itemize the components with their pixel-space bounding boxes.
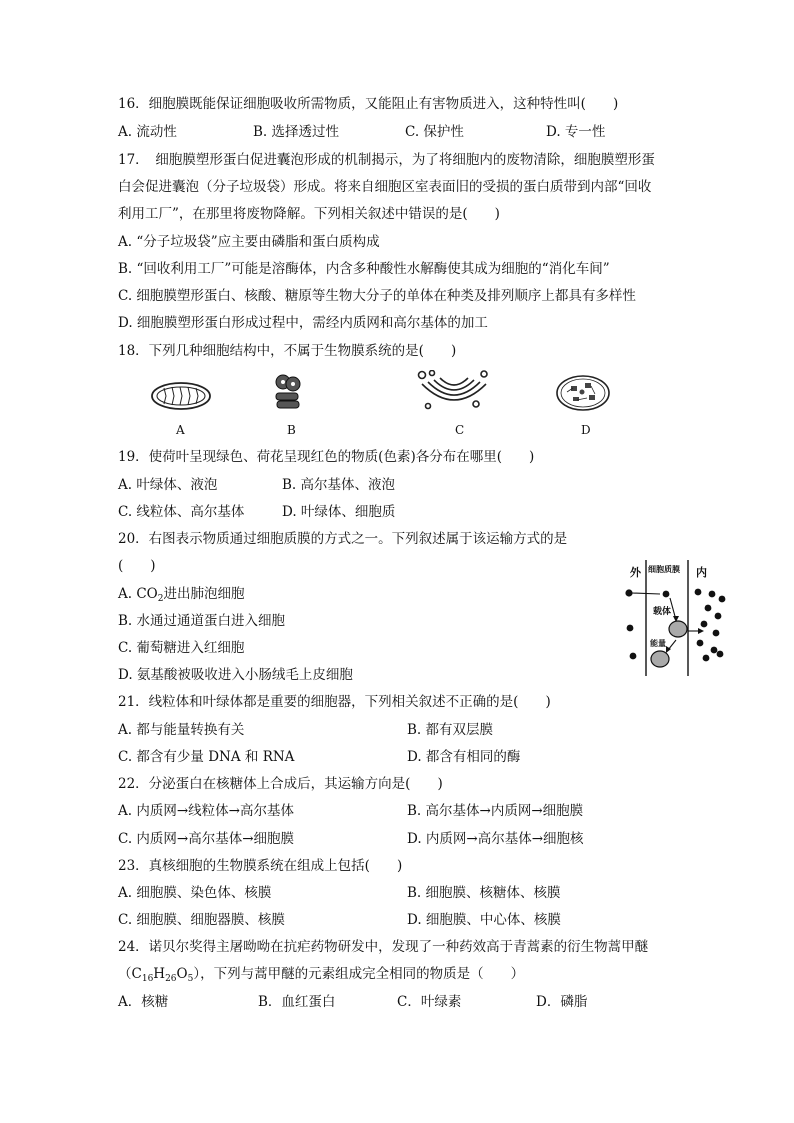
q20-option-c: C. 葡萄糖进入红细胞	[118, 640, 245, 656]
q19-option-c: C. 线粒体、高尔基体	[118, 504, 245, 520]
q24-option-b: B．血红蛋白	[258, 994, 336, 1010]
mitochondrion-figure	[150, 380, 212, 412]
q22-stem: 22．分泌蛋白在核糖体上合成后，其运输方向是( )	[118, 776, 443, 792]
q21-option-b: B. 都有双层膜	[407, 722, 494, 738]
q16-stem: 16．细胞膜既能保证细胞吸收所需物质，又能阻止有害物质进入，这种特性叫( )	[118, 96, 619, 112]
q17-option-a: A. “分子垃圾袋”应主要由磷脂和蛋白质构成	[118, 234, 380, 250]
q24-option-a: A．核糖	[118, 994, 169, 1010]
q24-stem-line2: $(C_{16}H_{26}O_5)$，下列与蒿甲醚的元素组成完全相同的物质是（ ）	[118, 966, 525, 984]
q20-stem-line1: 20．右图表示物质通过细胞质膜的方式之一。下列叙述属于该运输方式的是	[118, 531, 568, 547]
q21-option-a: A. 都与能量转换有关	[118, 722, 245, 738]
q22-option-b: B. 高尔基体→内质网→细胞膜	[407, 803, 584, 819]
q17-option-b: B. “回收利用工厂”可能是溶酶体，内含多种酸性水解酶使其成为细胞的“消化车间”	[118, 261, 610, 277]
q18-stem: 18．下列几种细胞结构中，不属于生物膜系统的是( )	[118, 343, 457, 359]
q17-stem-line3: 利用工厂”，在那里将废物降解。下列相关叙述中错误的是( )	[118, 206, 500, 222]
q20-option-d: D. 氨基酸被吸收进入小肠绒毛上皮细胞	[118, 667, 353, 683]
q20-option-a: A. $CO_2$进出肺泡细胞	[118, 586, 245, 604]
q20-stem-line2: ( )	[118, 558, 156, 574]
q24-option-c: C．叶绿素	[397, 994, 462, 1010]
q19-option-a: A. 叶绿体、液泡	[118, 477, 218, 493]
q18-label-b: B	[287, 423, 296, 437]
centriole-figure	[270, 373, 306, 413]
q23-option-b: B. 细胞膜、核糖体、核膜	[407, 885, 561, 901]
q19-option-b: B. 高尔基体、液泡	[282, 477, 396, 493]
figure-label-energy: 能量	[650, 638, 666, 648]
q16-option-b: B. 选择透过性	[253, 124, 340, 140]
figure-label-inside: 内	[696, 566, 707, 579]
q19-option-d: D. 叶绿体、细胞质	[282, 504, 396, 520]
q21-option-c: C. 都含有少量 DNA 和 RNA	[118, 749, 295, 765]
q17-stem-line1: 17． 细胞膜塑形蛋白促进囊泡形成的机制揭示，为了将细胞内的废物清除，细胞膜塑形蛋	[118, 152, 655, 168]
chloroplast-figure	[555, 374, 611, 412]
q24-option-d: D．磷脂	[536, 994, 588, 1010]
golgi-figure	[414, 370, 494, 416]
figure-label-membrane: 细胞质膜	[648, 564, 680, 574]
q23-option-c: C. 细胞膜、细胞器膜、核膜	[118, 912, 285, 928]
q22-option-d: D. 内质网→高尔基体→细胞核	[407, 831, 584, 847]
q23-stem: 23．真核细胞的生物膜系统在组成上包括( )	[118, 858, 403, 874]
q16-option-c: C. 保护性	[405, 124, 464, 140]
q16-option-a: A. 流动性	[118, 124, 177, 140]
q20-option-b: B. 水通过通道蛋白进入细胞	[118, 613, 286, 629]
q17-option-d: D. 细胞膜塑形蛋白形成过程中，需经内质网和高尔基体的加工	[118, 315, 488, 331]
transport-figure	[620, 558, 732, 678]
q19-stem: 19．使荷叶呈现绿色、荷花呈现红色的物质(色素)各分布在哪里( )	[118, 449, 535, 465]
q23-option-d: D. 细胞膜、中心体、核膜	[407, 912, 561, 928]
q24-stem-line1: 24．诺贝尔奖得主屠呦呦在抗疟药物研发中，发现了一种药效高于青蒿素的衍生物蒿甲醚	[118, 939, 649, 955]
q21-option-d: D. 都含有相同的酶	[407, 749, 521, 765]
q16-option-d: D. 专一性	[546, 124, 606, 140]
q17-option-c: C. 细胞膜塑形蛋白、核酸、糖原等生物大分子的单体在种类及排列顺序上都具有多样性	[118, 288, 636, 304]
q18-label-d: D	[581, 423, 591, 437]
q18-label-a: A	[176, 423, 185, 437]
q22-option-a: A. 内质网→线粒体→高尔基体	[118, 803, 294, 819]
figure-label-carrier: 载体	[653, 607, 672, 617]
q23-option-a: A. 细胞膜、染色体、核膜	[118, 885, 272, 901]
q17-stem-line2: 白会促进囊泡（分子垃圾袋）形成。将来自细胞区室表面旧的受损的蛋白质带到内部“回收	[118, 179, 652, 195]
figure-label-outside: 外	[630, 566, 641, 579]
q18-label-c: C	[455, 423, 465, 437]
q21-stem: 21．线粒体和叶绿体都是重要的细胞器，下列相关叙述不正确的是( )	[118, 694, 551, 710]
q22-option-c: C. 内质网→高尔基体→细胞膜	[118, 831, 295, 847]
